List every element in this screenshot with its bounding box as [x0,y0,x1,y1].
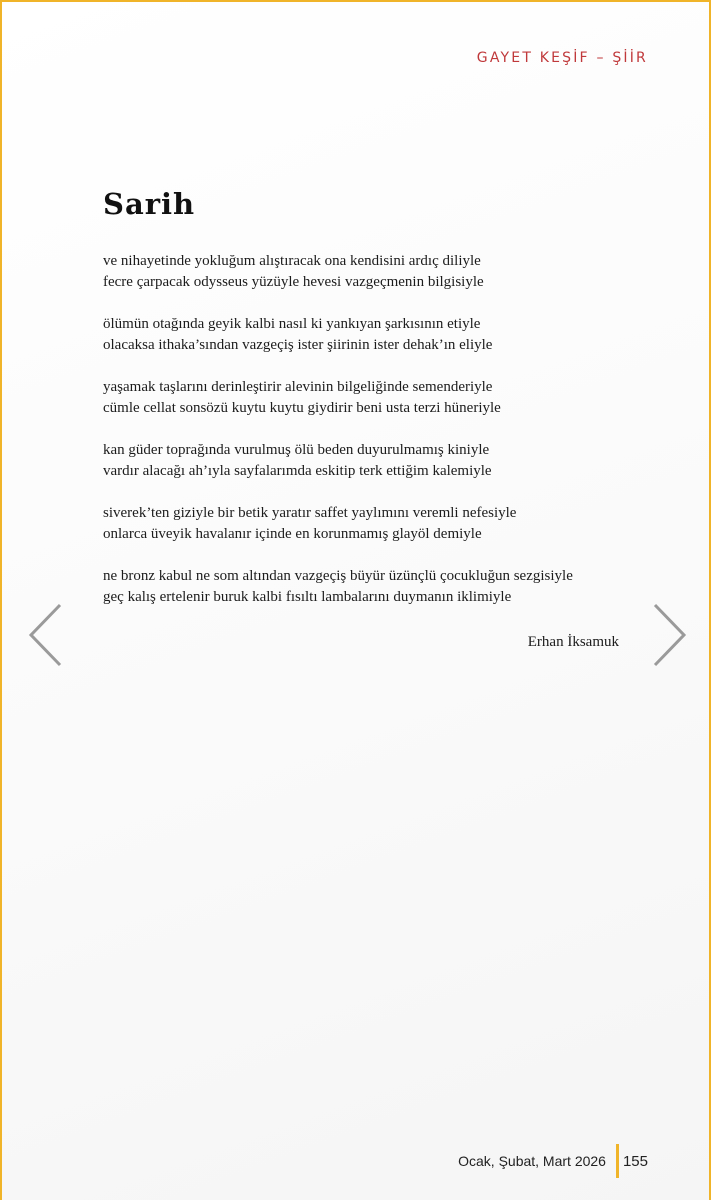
stanza-1 [103,251,663,293]
stanza-3 [103,377,663,419]
stanza-5 [103,503,663,545]
page-number: 155 [622,1152,648,1170]
poem-line: ve nihayetinde yokluğum alıştıracak ona kendisini ardıç diliyle [103,253,481,269]
poem-line: siverek’ten giziyle bir betik yaratır saffet yaylımını veremli nefesiyle [103,505,517,521]
footer-divider [616,1144,619,1178]
poem-line: olacaksa ithaka’sından vazgeçiş ister şiirinin ister dehak’ın eliyle [103,337,493,353]
poem-line: cümle cellat sonsözü kuytu kuytu giydirir beni usta terzi hüneriyle [103,400,501,416]
poem-line: ne bronz kabul ne som altından vazgeçiş büyür üzünçlü çocukluğun sezgisiyle [103,568,573,584]
chevron-left-icon [26,602,66,668]
poem-line: fecre çarpacak odysseus yüzüyle hevesi vazgeçmenin bilgisiyle [103,274,484,290]
stanza-6 [103,566,663,608]
poem-line: ölümün otağında geyik kalbi nasıl ki yankıyan şarkısının etiyle [103,316,481,332]
poem-line: kan güder toprağında vurulmuş ölü beden duyurulmamış kiniyle [103,442,490,458]
poem-title: Sarih [103,187,196,221]
poem-line: onlarca üveyik havalanır içinde en korunmamış glayöl demiyle [103,526,482,542]
previous-page-button[interactable] [26,602,66,668]
poem-author: Erhan İksamuk [527,634,619,650]
chevron-right-icon [649,602,689,668]
poem-body [103,251,663,629]
stanza-4 [103,440,663,482]
poem-line: vardır alacağı ah’ıyla sayfalarımda eskitip terk ettiğim kalemiyle [103,463,492,479]
stanza-2 [103,314,663,356]
issue-date: Ocak, Şubat, Mart 2026 [458,1153,606,1169]
poem-line: yaşamak taşlarını derinleştirir alevinin bilgeliğinde semenderiyle [103,379,493,395]
poem-line: geç kalış ertelenir buruk kalbi fısıltı lambalarını duymanın iklimiyle [103,589,512,605]
page-footer [458,1144,648,1178]
section-label: GAYET KEŞİF – ŞİİR [476,50,648,66]
next-page-button[interactable] [649,602,689,668]
